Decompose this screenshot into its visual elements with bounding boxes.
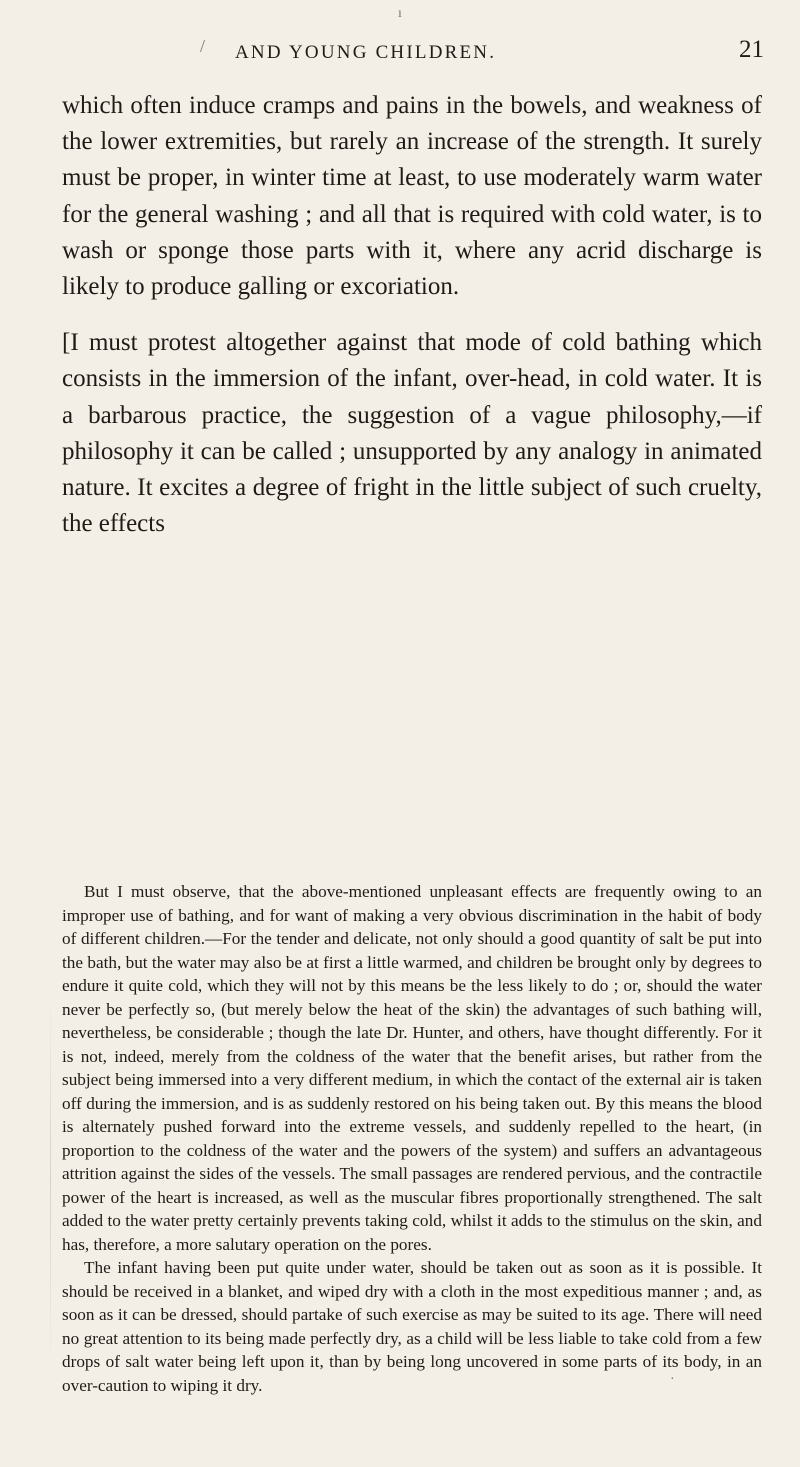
- running-title: AND YOUNG CHILDREN.: [235, 42, 497, 63]
- top-ink-mark: ı: [398, 6, 402, 21]
- body-paragraph-1: which often induce cramps and pains in the bowels, and weakness of the lower extremities, but rarely an increase of the strength. It surely must be proper, in winter time at least, to use moderately warm water for the general washing ; and all that is required with cold water, is to wash or sponge those parts with it, where any acrid discharge is likely to produce galling or excoriation.: [62, 92, 762, 301]
- footnote-block: [62, 880, 762, 1397]
- binding-shadow: [50, 990, 51, 1370]
- footnote-paragraph-2: The infant having been put quite under water, should be taken out as soon as it is possible. It should be received in a blanket, and wiped dry with a cloth in the most expeditious manner ; and, as soon as it can be dressed, should partake of such exercise as may be suited to its age. There will need no great attention to its being made perfectly dry, as a child will be less liable to take cold from a few drops of salt water being left upon it, than by being long uncovered in some parts of its body, in an over-caution to wiping it dry.: [62, 1258, 762, 1395]
- running-header: [0, 36, 800, 66]
- body-paragraph-2: [I must protest altogether against that mode of cold bathing which consists in the immersion of the infant, over-head, in cold water. It is a barbarous practice, the suggestion of a vague philosophy,—if philosophy it can be called ; unsupported by any analogy in animated nature. It excites a degree of fright in the little subject of such cruelty, the effects: [62, 329, 762, 538]
- footnote-paragraph-1: But I must observe, that the above-mentioned unpleasant effects are frequently owing to an improper use of bathing, and for want of making a very obvious discrimination in the habit of body of different children.—For the tender and delicate, not only should a good quantity of salt be put into the bath, but the water may also be at first a little warmed, and children be brought only by degrees to endure it quite cold, which they will not by this means be the less likely to do ; or, should the water never be perfectly so, (but merely below the heat of the skin) the advantages of such bathing will, nevertheless, be considerable ; though the late Dr. Hunter, and others, have thought differently. For it is not, indeed, merely from the coldness of the water that the benefit arises, but rather from the subject being immersed into a very different medium, in which the contact of the external air is taken off during the immersion, and is as suddenly restored on his being taken out. By this means the blood is alternately pushed forward into the extreme vessels, and suddenly repelled to the heart, (in proportion to the coldness of the water and the powers of the system) and suffers an advantageous attrition against the sides of the vessels. The small passages are rendered pervious, and the contractile power of the heart is increased, as well as the muscular fibres proportionally strengthened. The salt added to the water pretty certainly prevents taking cold, whilst it adds to the stimulus on the skin, and has, therefore, a more salutary operation on the pores.: [62, 882, 762, 1254]
- page-number: 21: [739, 36, 764, 63]
- slash-ink-mark: /: [200, 36, 206, 56]
- bottom-ink-mark: ·: [670, 1372, 675, 1387]
- main-text-block: [62, 88, 762, 542]
